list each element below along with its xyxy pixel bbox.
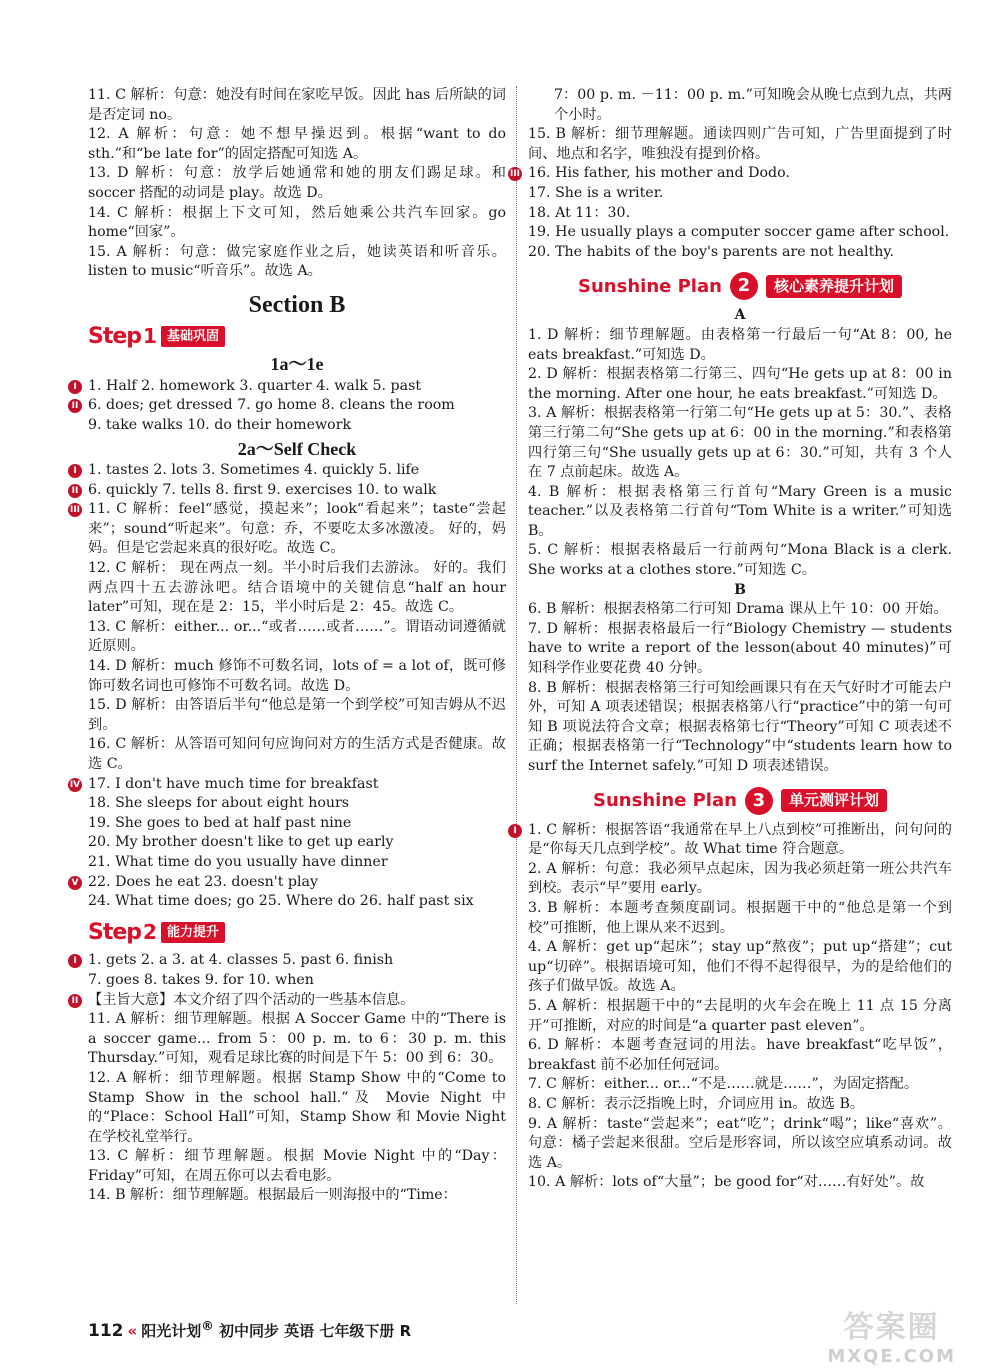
answer-line: 4. A 解析：get up“起床”；stay up“熬夜”；put up“搭建”；cut up“切碎”。根据语境可知，他们不得不起得很早，为的是给他们的孩子们做早饭。故选 A。 bbox=[528, 939, 952, 995]
answer-line: 13. C 解析：either... or...“或者……或者……”。谓语动词遵循就近原则。 bbox=[88, 618, 506, 655]
answer-line: 11. C 解析：句意：她没有时间在家吃早饭。因此 has 后所缺的词是否定词 no。 bbox=[88, 87, 506, 123]
part-letter-b: B bbox=[734, 581, 746, 598]
roman-mark-icon: I bbox=[508, 824, 522, 838]
part-a-answers bbox=[528, 326, 952, 581]
answer-line: IV 17. I don't have much time for breakfast bbox=[69, 775, 379, 792]
answer-line: 11. A 解析：细节理解题。根据 A Soccer Game 中的“There is a soccer game... from 5：00 p. m. to 6：30 p. m. this Thursday.”可知，观看足球比赛的时间是下午 5：00 到 6：30。 bbox=[88, 1011, 506, 1067]
section-a-answers bbox=[88, 86, 506, 282]
answer-group-iv bbox=[69, 775, 506, 873]
plan-title: Sunshine Plan bbox=[578, 275, 722, 297]
answer-line: 13. C 解析：细节理解题。根据 Movie Night 中的“Day：Friday”可知，在周五你可以去看电影。 bbox=[88, 1148, 506, 1184]
answer-line: 2. A 解析：句意：我必须早点起床，因为我必须赶第一班公共汽车到校。表示“早”要用 early。 bbox=[528, 860, 952, 897]
answer-line: I 1. C 解析：根据答语“我通常在早上八点到校”可推断出，问句问的是“你每天几点到学校”。故 What time 符合题意。 bbox=[528, 821, 952, 860]
answer-line: 13. D 解析：句意：放学后她通常和她的朋友们踢足球。和 soccer 搭配的动词是 play。故选 D。 bbox=[88, 165, 506, 201]
column-divider bbox=[516, 86, 517, 1304]
answer-line: 20. My brother doesn't like to get up early bbox=[88, 834, 394, 851]
answer-line: II 【主旨大意】本文介绍了四个活动的一些基本信息。 bbox=[88, 991, 506, 1011]
answer-line: 19. He usually plays a computer soccer game after school. bbox=[528, 224, 950, 241]
plan-subtitle: 单元测评计划 bbox=[781, 789, 887, 813]
roman-mark-icon: II bbox=[68, 399, 82, 413]
answer-line: 7. C 解析：either... or...“不是……就是……”，为固定搭配。 bbox=[528, 1076, 919, 1093]
watermark-logo: 答案圈 bbox=[843, 1310, 940, 1345]
roman-mark-icon: III bbox=[509, 169, 521, 180]
answer-line: 12. C 解析： 现在两点一刻。半小时后我们去游泳。 好的。我们两点四十五去游泳吧。结合语境中的关键信息“half an hour later”可知，现在是 2：15，半小时后是 2：45。故选 C。 bbox=[88, 560, 506, 616]
answer-line: 18. She sleeps for about eight hours bbox=[88, 795, 350, 812]
step-title: 能力提升 bbox=[161, 922, 225, 944]
registered-mark: ® bbox=[201, 1318, 214, 1333]
answer-line: 16. C 解析：从答语可知问句应询问对方的生活方式是否健康。故选 C。 bbox=[88, 736, 506, 772]
answer-line: 15. A 解析：句意：做完家庭作业之后，她读英语和听音乐。listen to music“听音乐”。故选 A。 bbox=[88, 243, 506, 280]
subhead-2a-self-check: 2a～Self Check bbox=[237, 438, 357, 459]
left-column bbox=[69, 86, 506, 1206]
roman-mark-icon: II bbox=[68, 484, 82, 498]
answer-line: 8. B 解析：根据表格第三行可知绘画课只有在天气好时才可能去户外，可知 A 项表述错误；根据表格第八行“practice”中的第一句可知 B 项说法符合文章；根据表格第七行“Theory”可知 C 项表述不正确；根据表格第一行“Technology”中“students learn how to surf the Internet safely.”可知 D 项表述错误。 bbox=[528, 679, 952, 774]
answer-line: 6. D 解析：本题考查冠词的用法。have breakfast“吃早饭”，breakfast 前不必加任何冠词。 bbox=[528, 1037, 952, 1073]
answer-line: 4. B 解析：根据表格第三行首句“Mary Green is a music teacher.”以及表格第二行首句“Tom White is a writer.”可知选 B。 bbox=[528, 483, 952, 539]
answer-line: 6. B 解析：根据表格第二行可知 Drama 课从上午 10：00 开始。 bbox=[528, 601, 948, 618]
answer-line: 1. D 解析：细节理解题。由表格第一行最后一句“At 8：00, he eats breakfast.”可知选 D。 bbox=[528, 326, 952, 363]
page-footer bbox=[88, 1318, 411, 1341]
right-column bbox=[509, 86, 952, 1193]
roman-mark-icon: III bbox=[69, 505, 81, 516]
watermark-url: MXQE.COM bbox=[827, 1346, 956, 1367]
answer-line: 9. take walks 10. do their homework bbox=[88, 416, 352, 433]
sunshine-plan-3-header bbox=[528, 787, 952, 815]
part-letter-a: A bbox=[734, 307, 746, 324]
answer-line: 3. B 解析：本题考查频度副词。根据题干中的“他总是第一个到校”可推断，他上课从来不迟到。 bbox=[528, 899, 952, 936]
answer-line: 18. At 11：30. bbox=[528, 204, 631, 221]
answer-line: 19. She goes to bed at half past nine bbox=[88, 814, 352, 831]
step-label: Step bbox=[88, 919, 142, 945]
answer-line: I 1. tastes 2. lots 3. Sometimes 4. quickly 5. life bbox=[88, 461, 506, 481]
answer-line: 7. D 解析：根据表格最后一行“Biology Chemistry — students have to write a report of the lesson(about 40 minutes)”可知科学作业要花费 40 分钟。 bbox=[528, 620, 952, 677]
part-b-answers bbox=[528, 600, 952, 776]
continued-answers bbox=[528, 86, 952, 164]
answer-line: 5. A 解析：根据题干中的“去昆明的火车会在晚上 11 点 15 分离开”可推断，对应的时间是“a quarter past eleven”。 bbox=[528, 997, 952, 1034]
answer-line: II 6. does; get dressed 7. go home 8. cleans the room bbox=[88, 396, 506, 416]
answer-line: 21. What time do you usually have dinner bbox=[88, 853, 388, 870]
answer-line: II 6. quickly 7. tells 8. first 9. exercises 10. to walk bbox=[88, 481, 506, 501]
roman-mark-icon: V bbox=[68, 876, 82, 890]
roman-mark-icon: I bbox=[68, 464, 82, 478]
answer-line: 2. D 解析：根据表格第二行第三、四句“He gets up at 8：00 in the morning. After one hour, he eats breakfast.”可知选 D。 bbox=[528, 366, 952, 402]
answer-line: 15. D 解析：由答语后半句“他总是第一个到学校”可知吉姆从不迟到。 bbox=[88, 697, 506, 733]
roman-mark-icon: I bbox=[68, 380, 82, 394]
answer-line: 17. She is a writer. bbox=[528, 184, 664, 201]
subhead-1a-1e: 1a～1e bbox=[270, 354, 324, 375]
step-number: 2 bbox=[143, 919, 157, 944]
roman-mark-icon: IV bbox=[69, 779, 81, 790]
answer-line: I 1. gets 2. a 3. at 4. classes 5. past 6. finish bbox=[88, 951, 506, 971]
plan-number: 3 bbox=[745, 787, 773, 815]
answer-line: 9. A 解析：taste“尝起来”；eat“吃”；drink“喝”；like“喜欢”。句意：橘子尝起来很甜。空后是形容词，所以该空应填系动词。故选 A。 bbox=[528, 1115, 952, 1171]
answer-group-iii bbox=[69, 500, 506, 774]
unit-test-answers bbox=[513, 821, 952, 1193]
answer-line: 3. A 解析：根据表格第一行第二句“He gets up at 5：30.”、表格第三行第二句“She gets up at 6：00 in the morning.”和表格第四行第三句“She usually gets up at 6：30.”可知，共有 3 个人在 7 点前起床。故选 A。 bbox=[528, 405, 952, 481]
answer-line: 14. C 解析：根据上下文可知，然后她乘公共汽车回家。go home“回家”。 bbox=[88, 204, 506, 241]
answer-group-ii bbox=[71, 991, 506, 1207]
page-number: 112 bbox=[88, 1321, 124, 1341]
answer-line: I 1. Half 2. homework 3. quarter 4. walk 5. past bbox=[88, 377, 506, 397]
answer-line: 15. B 解析：细节理解题。通读四则广告可知，广告里面提到了时间、地点和名字，唯独没有提到价格。 bbox=[528, 126, 952, 162]
answer-line: III 16. His father, his mother and Dodo. bbox=[509, 165, 790, 182]
answer-line: 7. goes 8. takes 9. for 10. when bbox=[88, 971, 314, 988]
answer-line: 7：00 p. m. －11：00 p. m.”可知晚会从晚七点到九点，共两个小时。 bbox=[554, 87, 952, 123]
answer-line: 10. A 解析：lots of“大量”；be good for“对……有好处”。故 bbox=[528, 1174, 925, 1191]
answer-line: 5. C 解析：根据表格最后一行前两句“Mona Black is a clerk. She works at a clothes store.”可知选 C。 bbox=[528, 542, 952, 579]
brand-name: 阳光计划 bbox=[141, 1322, 202, 1340]
answer-line: 20. The habits of the boy's parents are not healthy. bbox=[528, 243, 895, 260]
chevron-left-icon: « bbox=[127, 1322, 138, 1340]
answer-line: 8. C 解析：表示泛指晚上时，介词应用 in。故选 B。 bbox=[528, 1095, 865, 1112]
step-number: 1 bbox=[143, 323, 157, 348]
roman-mark-icon: I bbox=[68, 954, 82, 968]
book-info: 初中同步 英语 七年级下册 R bbox=[218, 1322, 412, 1340]
answer-line: 12. A 解析：句意：她不想早操迟到。根据“want to do sth.”和“be late for”的固定搭配可知选 A。 bbox=[88, 126, 506, 162]
answer-line: V 22. Does he eat 23. doesn't play bbox=[88, 873, 506, 893]
answer-group-v bbox=[71, 873, 506, 912]
plan-number: 2 bbox=[730, 272, 758, 300]
step1-header bbox=[88, 323, 506, 349]
section-title: Section B bbox=[248, 291, 346, 318]
answer-line: 14. B 解析：细节理解题。根据最后一则海报中的“Time： bbox=[88, 1187, 457, 1204]
answer-line: III 11. C 解析：feel“感觉，摸起来”；look“看起来”；taste“尝起来”；sound“听起来”。句意：乔，不要吃太多冰激凌。 好的，妈妈。但是它尝起来真的很好吃。故选 C。 bbox=[69, 501, 506, 557]
answer-group-iii bbox=[509, 164, 952, 262]
step-label: Step bbox=[88, 323, 142, 349]
step-title: 基础巩固 bbox=[161, 326, 225, 348]
answer-line: 12. A 解析：细节理解题。根据 Stamp Show 中的“Come to Stamp Show in the school hall.”及 Movie Night 中的“Place：School Hall”可知，Stamp Show 和 Movie Night 在学校礼堂举行。 bbox=[88, 1069, 506, 1145]
plan-subtitle: 核心素养提升计划 bbox=[766, 275, 902, 299]
watermark bbox=[827, 1302, 956, 1367]
answer-line: 24. What time does; go 25. Where do 26. half past six bbox=[88, 893, 474, 910]
step2-header bbox=[88, 919, 506, 945]
roman-mark-icon: II bbox=[68, 994, 82, 1008]
answer-line: 14. D 解析：much 修饰不可数名词，lots of = a lot of，既可修饰可数名词也可修饰不可数名词。故选 D。 bbox=[88, 658, 506, 694]
plan-title: Sunshine Plan bbox=[593, 789, 737, 811]
sunshine-plan-2-header bbox=[528, 272, 952, 300]
